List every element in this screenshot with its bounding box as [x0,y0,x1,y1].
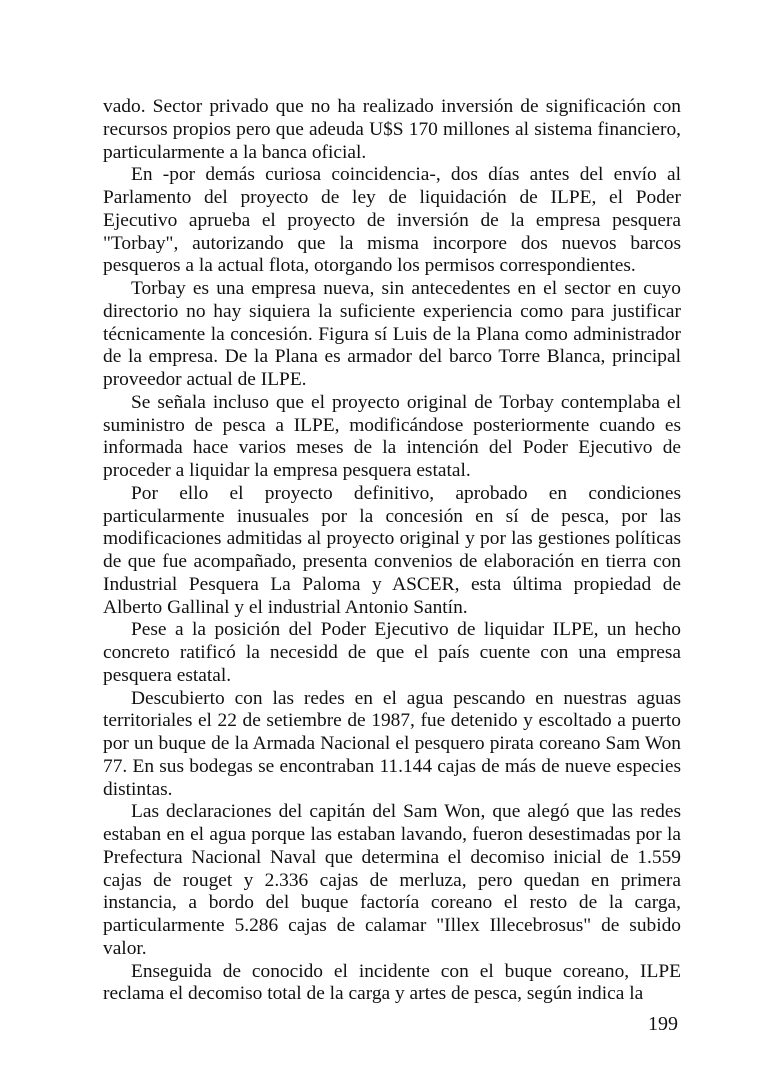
paragraph: Se señala incluso que el proyecto original de Torbay contemplaba el suministro de pesca a ILPE, modificándose posteriormente cuando es informada hace varios meses de la intención del Poder Ejecutivo de proceder a liquidar la empresa pesquera estatal. [103,391,681,481]
body-text [103,96,681,1006]
paragraph: Pese a la posición del Poder Ejecutivo de liquidar ILPE, un hecho concreto ratificó la necesidd de que el país cuente con una empresa pesquera estatal. [103,619,681,686]
paragraph: En -por demás curiosa coincidencia-, dos días antes del envío al Parlamento del proyecto de ley de liquidación de ILPE, el Poder Ejecutivo aprueba el proyecto de inversión de la empresa pesquera "Torbay", autorizando que la misma incorpore dos nuevos barcos pesqueros a la actual flota, otorgando los permisos correspondientes. [103,164,681,277]
paragraph: Torbay es una empresa nueva, sin antecedentes en el sector en cuyo directorio no hay siquiera la suficiente experiencia como para justificar técnicamente la concesión. Figura sí Luis de la Plana como administrador de la empresa. De la Plana es armador del barco Torre Blanca, principal proveedor actual de ILPE. [103,278,681,390]
paragraph: Por ello el proyecto definitivo, aprobado en condiciones particularmente inusuales por la concesión en sí de pesca, por las modificaciones admitidas al proyecto original y por las gestiones políticas de que fue acompañado, presenta convenios de elaboración en tierra con Industrial Pesquera La Paloma y ASCER, esta última propiedad de Alberto Gallinal y el industrial Antonio Santín. [103,482,681,618]
paragraph: Descubierto con las redes en el agua pescando en nuestras aguas territoriales el 22 de setiembre de 1987, fue detenido y escoltado a puerto por un buque de la Armada Nacional el pesquero pirata coreano Sam Won 77. En sus bodegas se encontraban 11.144 cajas de más de nueve especies distintas. [103,687,681,800]
page-number: 199 [648,1013,678,1035]
paragraph: Las declaraciones del capitán del Sam Won, que alegó que las redes estaban en el agua porque las estaban lavando, fueron desestimadas por la Prefectura Nacional Naval que determina el decomiso inicial de 1.559 cajas de rouget y 2.336 cajas de merluza, pero quedan en primera instancia, a bordo del buque factoría coreano el resto de la carga, particularmente 5.286 cajas de calamar "Illex Illecebrosus" de subido valor. [103,801,681,959]
paragraph-continued: vado. Sector privado que no ha realizado inversión de significación con recursos propios pero que adeuda U$S 170 millones al sistema financiero, particularmente a la banca oficial. [103,96,681,163]
paragraph: Enseguida de conocido el incidente con el buque coreano, ILPE reclama el decomiso total de la carga y artes de pesca, según indica la [103,960,681,1005]
